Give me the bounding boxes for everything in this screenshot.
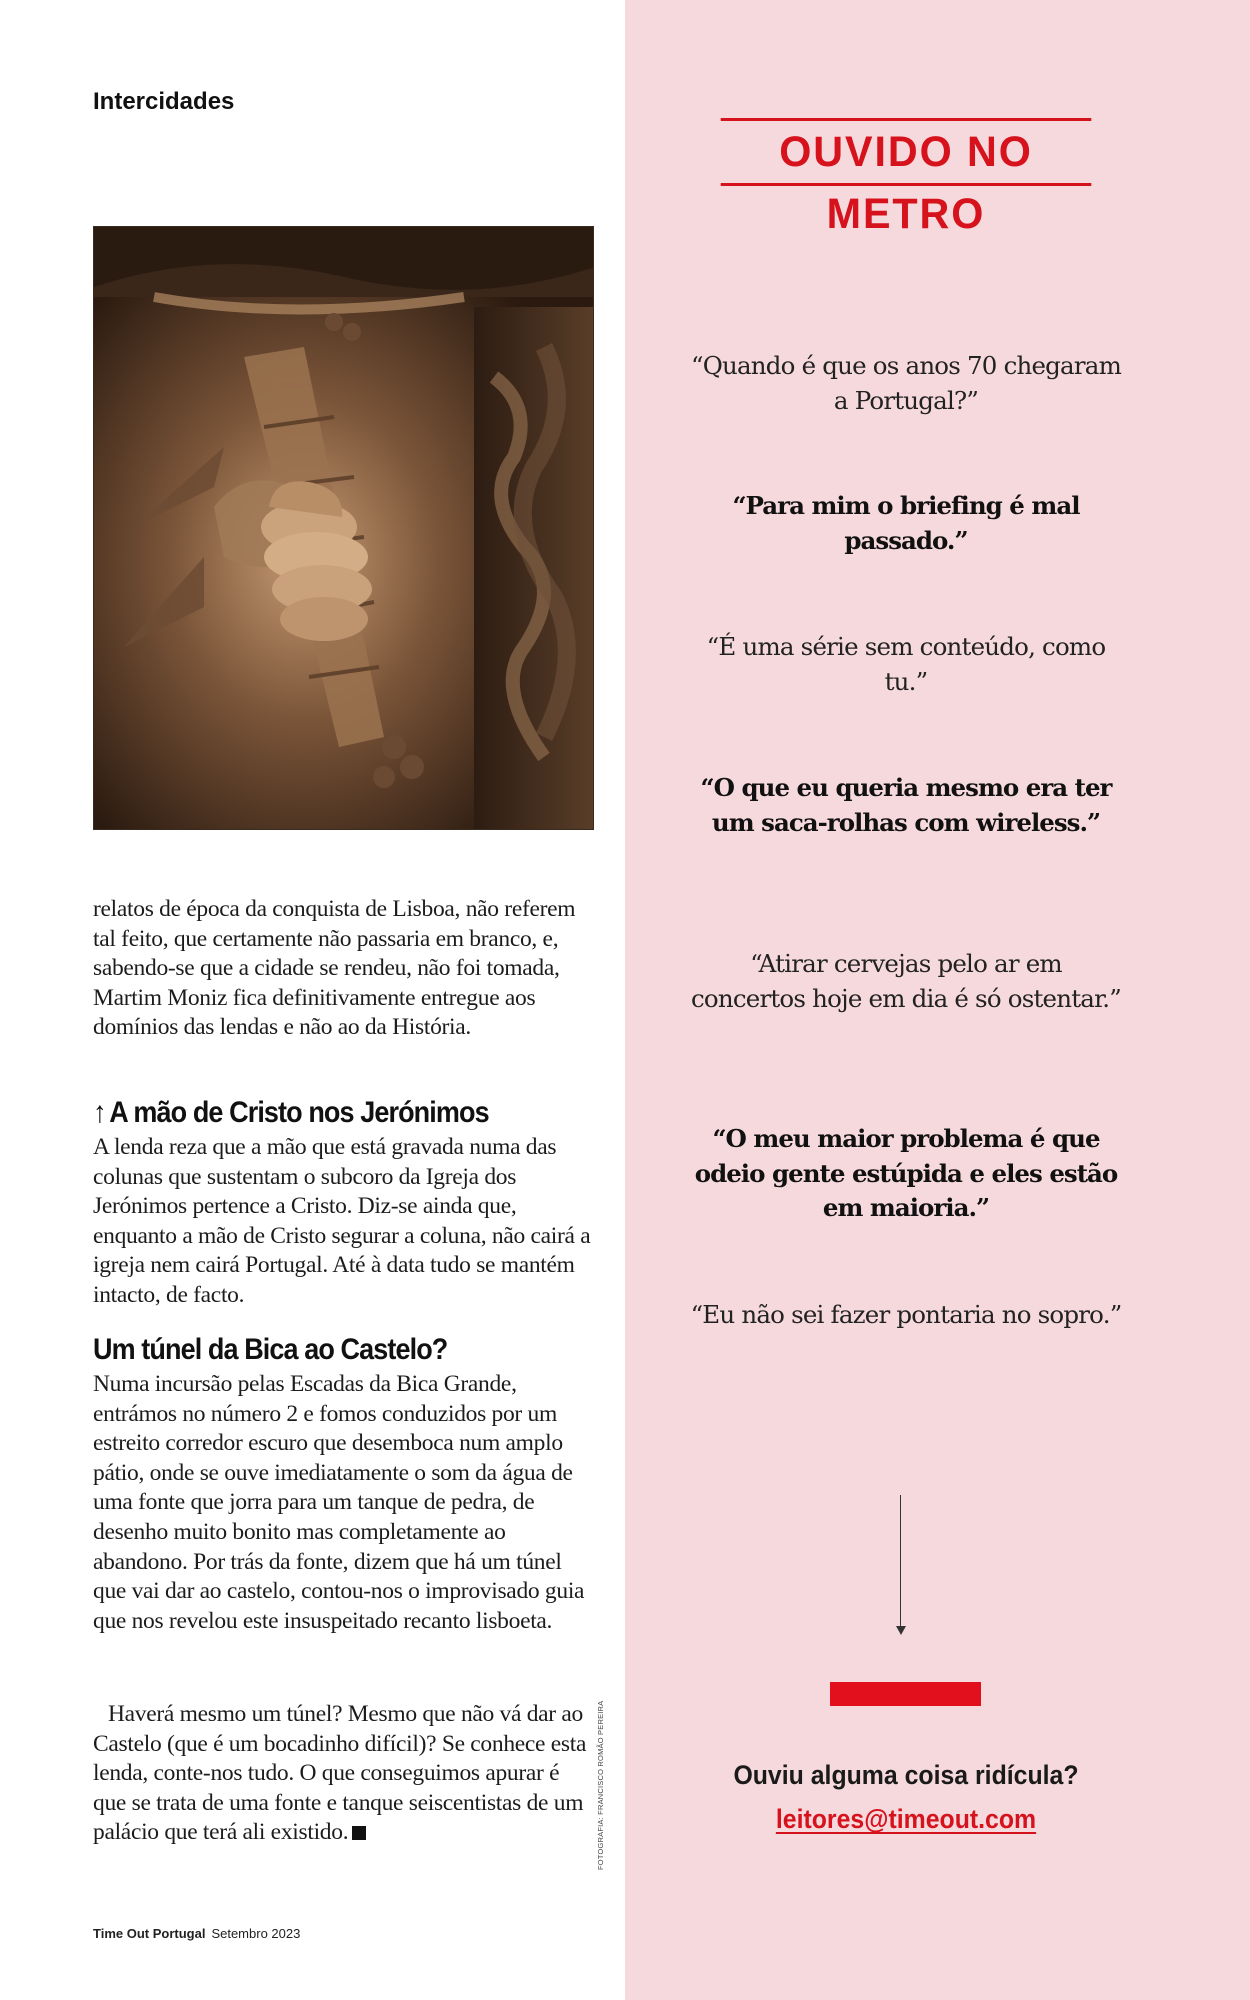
footer-issue: Setembro 2023 [211, 1926, 301, 1941]
quote-3: “É uma série sem conteúdo, como tu.” [706, 632, 1106, 696]
end-mark-icon [352, 1826, 366, 1840]
photo-credit: FOTOGRAFIA: FRANCISCO ROMÃO PEREIRA [596, 1700, 605, 1870]
carved-hand-image [94, 227, 594, 830]
reader-cta: Ouviu alguma coisa ridícula? [733, 1760, 1079, 1790]
section1-body: A lenda reza que a mão que está gravada numa das colunas que sustentam o subcoro da Igreja dos Jerónimos pertence a Cristo. Diz-se ainda que, enquanto a mão de Cristo segurar a coluna, não cairá a igreja nem cairá Portugal. Até à data tudo se mantém intacto, de facto. [93, 1134, 591, 1308]
arrow-down-icon [900, 1495, 901, 1630]
sidebar-title: OUVIDO NO METRO [721, 118, 1092, 186]
quote-7: “Eu não sei fazer pontaria no sopro.” [690, 1300, 1122, 1329]
quote-2: “Para mim o briefing é mal passado.” [732, 491, 1080, 555]
footer-publication: Time Out Portugal [93, 1926, 206, 1941]
section2-body-end-text: Haverá mesmo um túnel? Mesmo que não vá dar ao Castelo (que é um bocadinho difícil)? Se conhece esta lenda, conte-nos tudo. O que conseguimos apurar é que se trata de uma fonte e tanque seiscentistas de um palácio que terá ali existido. [93, 1701, 587, 1846]
intro-paragraph: relatos de época da conquista de Lisboa, não referem tal feito, que certamente não passaria em branco, e, sabendo-se que a cidade se rendeu, não foi tomada, Martim Moniz fica definitivamente entregue aos domínios das lendas e não ao da História. [93, 896, 576, 1041]
section2-heading: Um túnel da Bica ao Castelo? [93, 1333, 448, 1366]
photo-jeronimos-column [93, 226, 594, 830]
section2-body: Numa incursão pelas Escadas da Bica Grande, entrámos no número 2 e fomos conduzidos por um estreito corredor escuro que desemboca num amplo pátio, onde se ouve imediatamente o som da água de uma fonte que jorra para um tanque de pedra, de desenho muito bonito mas completamente ao abandono. Por trás da fonte, dizem que há um túnel que vai dar ao castelo, contou-nos o improvisado guia que nos revelou este insuspeitado recanto lisboeta. [93, 1371, 585, 1634]
quote-1: “Quando é que os anos 70 chegaram a Portugal?” [690, 351, 1122, 415]
quote-4: “O que eu queria mesmo era ter um saca-rolhas com wireless.” [700, 773, 1112, 837]
section1-heading-text: A mão de Cristo nos Jerónimos [109, 1096, 489, 1129]
quote-5: “Atirar cervejas pelo ar em concertos hoje em dia é só ostentar.” [690, 949, 1121, 1013]
section-label: Intercidades [93, 88, 235, 115]
arrow-up-icon: ↑ [93, 1096, 106, 1129]
section1-heading [93, 1096, 489, 1130]
footer [93, 1926, 300, 1941]
quote-6: “O meu maior problema é que odeio gente estúpida e eles estão em maioria.” [694, 1124, 1118, 1222]
email-link[interactable]: leitores@timeout.com [775, 1804, 1037, 1834]
section2-body-end [93, 1700, 593, 1848]
arrow-down-head-icon [896, 1626, 906, 1635]
red-bar-decoration [830, 1682, 981, 1706]
